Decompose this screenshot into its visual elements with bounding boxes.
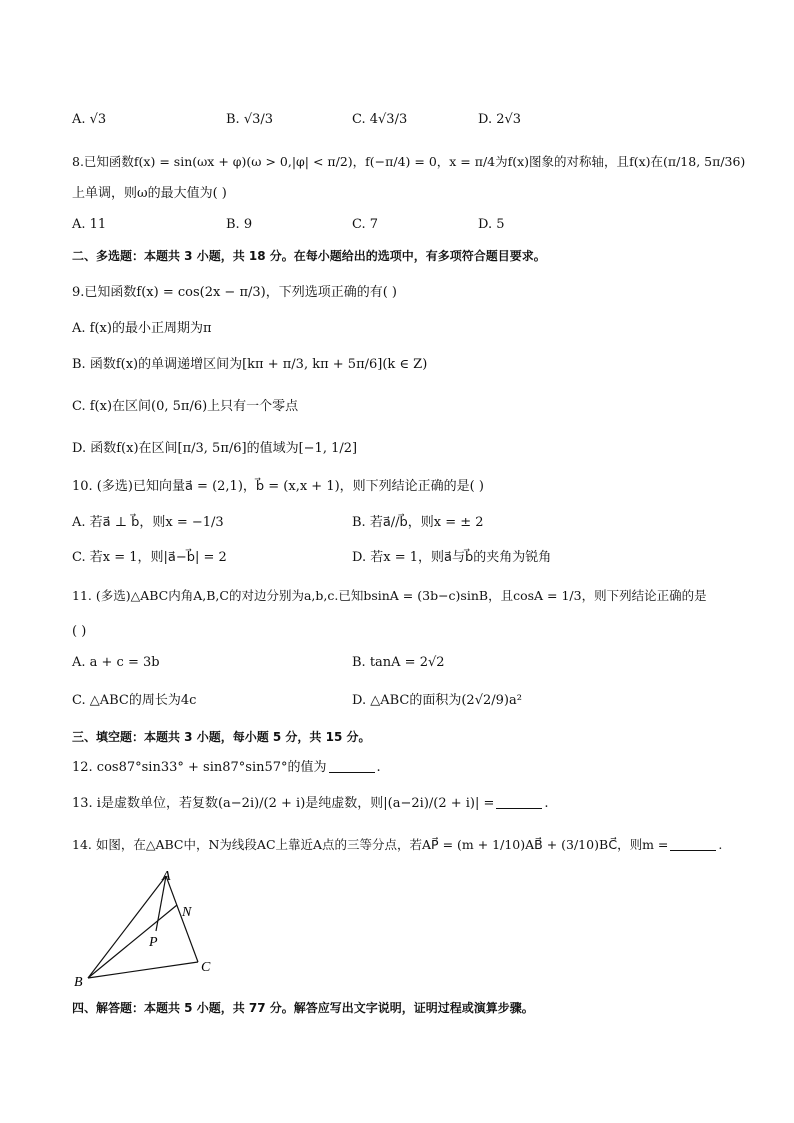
q11-stem-line2: ( ) <box>72 624 87 639</box>
q8-option-d: D. 5 <box>478 217 505 232</box>
q13-end: . <box>544 796 549 811</box>
q10-option-a: A. 若a⃗ ⊥ b⃗，则x = −1/3 <box>72 515 224 530</box>
label-b: B <box>74 975 83 990</box>
q7-options <box>72 110 732 130</box>
label-p: P <box>149 935 158 950</box>
q12-answer-blank[interactable] <box>329 760 375 773</box>
q8-stem-line1: 8.已知函数f(x) = sin(ωx + φ)(ω > 0,|φ| < π/2)，f(−π/4) = 0，x = π/4为f(x)图象的对称轴，且f(x)在(π/18, 5π/36) <box>72 154 746 169</box>
q13-answer-blank[interactable] <box>496 796 542 809</box>
q8-options <box>72 215 732 235</box>
q10-option-c: C. 若x = 1，则|a⃗−b⃗| = 2 <box>72 550 227 565</box>
triangle-figure <box>70 866 230 992</box>
q11-options-row2 <box>72 691 732 711</box>
q9-option-b: B. 函数f(x)的单调递增区间为[kπ + π/3, kπ + 5π/6](k ∈ Z) <box>72 357 428 372</box>
q14 <box>72 835 722 855</box>
q9-stem: 9.已知函数f(x) = cos(2x − π/3)，下列选项正确的有( ) <box>72 285 398 300</box>
q11-option-a: A. a + c = 3b <box>72 655 160 670</box>
q10-options-row1 <box>72 513 732 533</box>
q13 <box>72 794 549 814</box>
q12-text: 12. cos87°sin33° + sin87°sin57°的值为 <box>72 760 327 775</box>
q11-option-b: B. tanA = 2√2 <box>352 655 445 670</box>
label-a: A <box>162 869 171 884</box>
q7-option-a: A. √3 <box>72 112 107 127</box>
q10-option-d: D. 若x = 1，则a⃗与b⃗的夹角为锐角 <box>352 550 552 565</box>
q11-option-d: D. △ABC的面积为(2√2/9)a² <box>352 693 522 708</box>
q11-option-c: C. △ABC的周长为4c <box>72 693 197 708</box>
section-heading-multiple-choice: 二、多选题：本题共 3 小题，共 18 分。在每小题给出的选项中，有多项符合题目要求。 <box>72 249 546 263</box>
q8-option-a: A. 11 <box>72 217 107 232</box>
segment-ab <box>88 876 166 978</box>
section-heading-free-response: 四、解答题：本题共 5 小题，共 77 分。解答应写出文字说明，证明过程或演算步骤。 <box>72 1001 534 1015</box>
q9-option-d: D. 函数f(x)在区间[π/3, 5π/6]的值域为[−1, 1/2] <box>72 441 358 456</box>
q11-options-row1 <box>72 653 732 673</box>
q8-option-b: B. 9 <box>226 217 253 232</box>
q7-option-b: B. √3/3 <box>226 112 274 127</box>
q14-answer-blank[interactable] <box>670 838 716 851</box>
q11-stem-line1: 11. (多选)△ABC内角A,B,C的对边分别为a,b,c.已知bsinA = (3b−c)sinB，且cosA = 1/3，则下列结论正确的是 <box>72 588 707 603</box>
q10-options-row2 <box>72 548 732 568</box>
q14-text: 14. 如图，在△ABC中，N为线段AC上靠近A点的三等分点，若AP⃗ = (m + 1/10)AB⃗ + (3/10)BC⃗，则m = <box>72 837 669 852</box>
q7-option-c: C. 4√3/3 <box>352 112 408 127</box>
q9-option-c: C. f(x)在区间(0, 5π/6)上只有一个零点 <box>72 399 299 414</box>
q12 <box>72 758 381 778</box>
label-c: C <box>201 960 211 975</box>
q9-option-a: A. f(x)的最小正周期为π <box>72 321 212 336</box>
q8-stem-line2: 上单调，则ω的最大值为( ) <box>72 186 227 201</box>
q13-text: 13. i是虚数单位，若复数(a−2i)/(2 + i)是纯虚数，则|(a−2i)/(2 + i)| = <box>72 796 495 811</box>
section-heading-fill-in: 三、填空题：本题共 3 小题，每小题 5 分，共 15 分。 <box>72 730 371 744</box>
label-n: N <box>182 905 192 920</box>
q8-option-c: C. 7 <box>352 217 379 232</box>
segment-ap <box>156 876 166 931</box>
q10-option-b: B. 若a⃗//b⃗，则x = ± 2 <box>352 515 484 530</box>
q12-end: . <box>376 760 381 775</box>
q7-option-d: D. 2√3 <box>478 112 522 127</box>
q10-stem: 10. (多选)已知向量a⃗ = (2,1)，b⃗ = (x,x + 1)，则下列结论正确的是( ) <box>72 479 484 494</box>
q14-end: . <box>718 837 723 852</box>
